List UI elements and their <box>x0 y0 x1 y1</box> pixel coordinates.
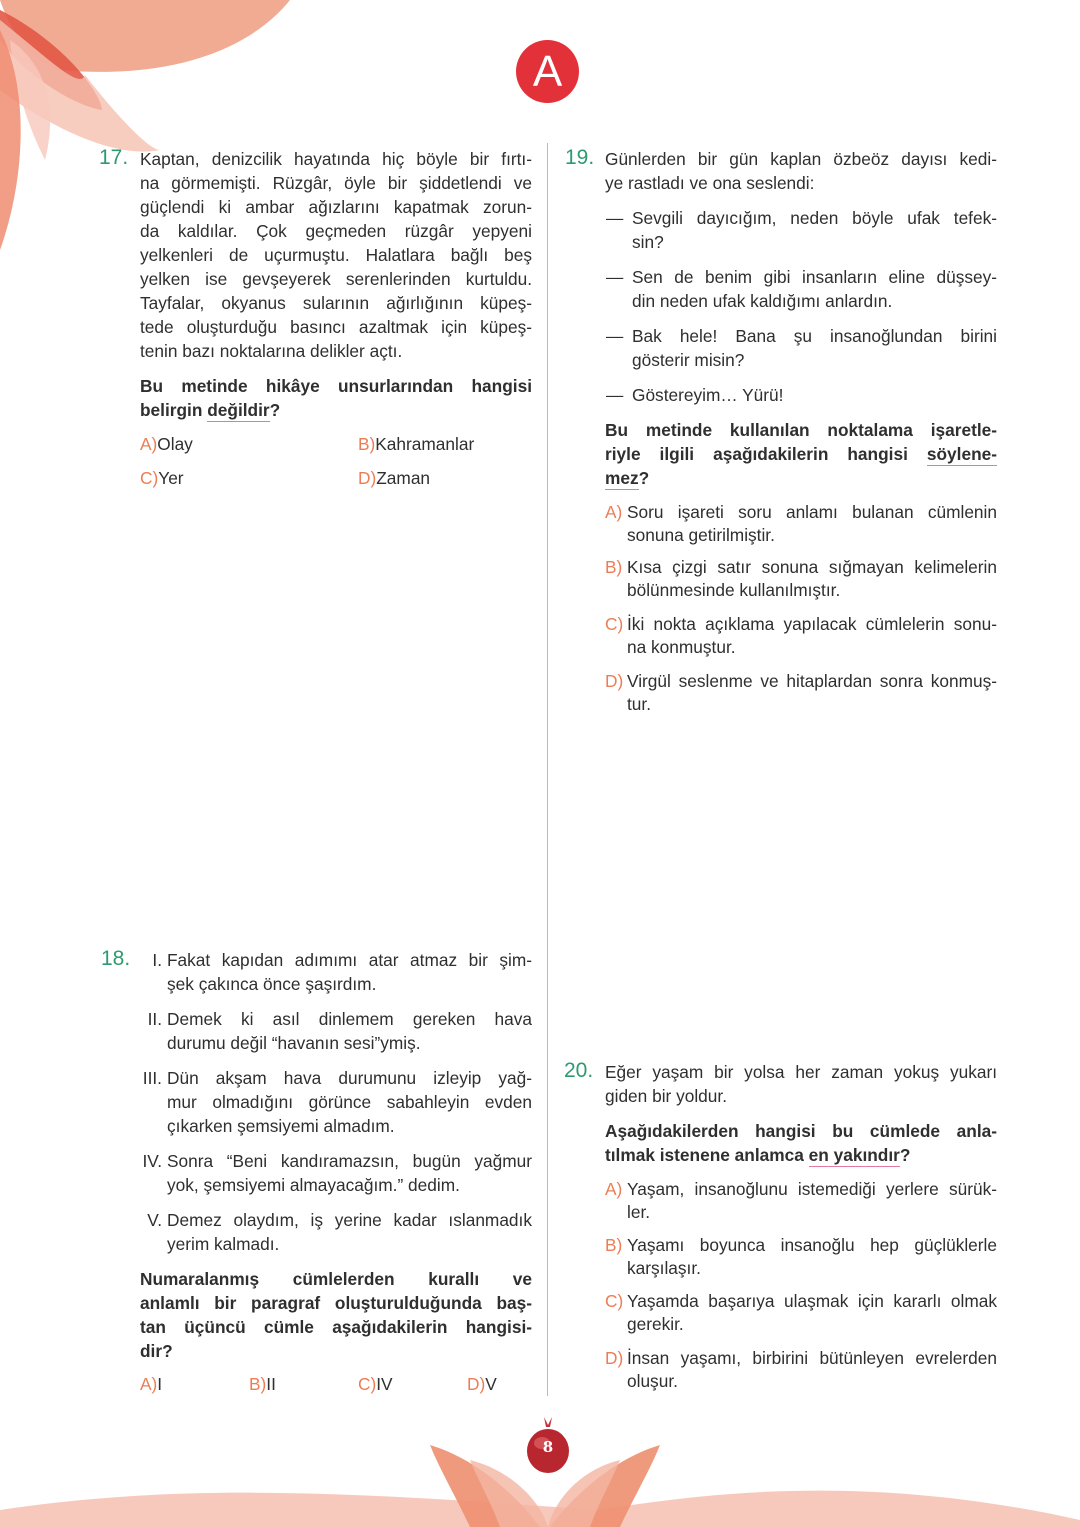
text-segment: ? <box>269 400 281 420</box>
text-line: yok, şemsiyemi almayacağım.” dedim. <box>167 1175 460 1195</box>
option-text <box>627 1347 997 1393</box>
emphasis-underline: söylene- <box>926 444 997 464</box>
dash-icon: — <box>606 208 624 228</box>
option-c[interactable]: C)IV <box>358 1374 393 1394</box>
sentence <box>167 1208 532 1256</box>
text-segment: ? <box>899 1145 911 1165</box>
text-segment: belirgin <box>140 400 208 420</box>
option-letter: D) <box>605 1348 624 1368</box>
text-line: Virgül seslenme ve hitaplardan sonra konmuş- <box>627 671 997 691</box>
text-line: gerekir. <box>627 1314 684 1334</box>
option-b[interactable] <box>605 1234 997 1280</box>
question-number: 17. <box>99 146 129 169</box>
text-line: tan üçüncü cümle aşağıdakilerin hangisi- <box>140 1317 532 1337</box>
option-letter: A) <box>605 1179 623 1199</box>
text-line <box>605 1143 997 1167</box>
text-line: yerim kalmadı. <box>167 1234 280 1254</box>
text-line: Kaptan, denizcilik hayatında hiç böyle bir fırtı- <box>140 149 532 169</box>
text-line: ye rastladı ve ona seslendi: <box>605 173 815 193</box>
q18-question <box>140 1267 532 1363</box>
text-line: İki nokta açıklama yapılacak cümlelerin sonu- <box>627 614 997 634</box>
text-line: da kaldılar. Çok geçmeden rüzgâr yepyeni <box>140 221 532 241</box>
q20-question <box>605 1119 997 1167</box>
text-segment: tılmak istenene anlamca <box>605 1145 809 1165</box>
text-line: na görmemişti. Rüzgâr, öyle bir şiddetlendi ve <box>140 173 532 193</box>
text-line: yelkenleri de uçurmuştu. Halatlara bağlı beş <box>140 245 532 265</box>
q20-passage <box>605 1060 997 1108</box>
text-line: Sonra “Beni kandıramazsın, bugün yağmur <box>167 1151 532 1171</box>
text-line <box>140 398 532 422</box>
option-letter: C) <box>605 614 624 634</box>
roman-numeral: I. <box>152 950 162 970</box>
option-letter: C) <box>605 1291 624 1311</box>
dialogue-line <box>632 265 997 313</box>
text-line: Yaşamı boyunca insanoğlu hep güçlüklerle <box>627 1235 997 1255</box>
dialogue-line <box>632 383 997 407</box>
text-line: çıkarken şemsiyemi almadım. <box>167 1116 395 1136</box>
text-line: Demez olaydım, iş yerine kadar ıslanmadık <box>167 1210 532 1230</box>
text-line: gösterir misin? <box>632 350 745 370</box>
option-d[interactable] <box>605 670 997 716</box>
emphasis-underline: en yakındır <box>808 1145 900 1165</box>
text-line: giden bir yoldur. <box>605 1086 728 1106</box>
option-a[interactable] <box>605 1178 997 1224</box>
option-b[interactable]: B)II <box>249 1374 276 1394</box>
text-line: anlamlı bir paragraf oluşturulduğunda baş- <box>140 1293 532 1313</box>
q19-question <box>605 418 997 490</box>
text-line: şek çakınca önce şaşırdım. <box>167 974 377 994</box>
q17-passage <box>140 147 532 363</box>
text-line: güçlendi ki ambar ağızlarını kapatmak zorun- <box>140 197 532 217</box>
text-line: Bu metinde hikâye unsurlarından hangisi <box>140 376 532 396</box>
dash-icon: — <box>606 385 624 405</box>
text-line: Kısa çizgi satır sonuna sığmayan kelimelerin <box>627 557 997 577</box>
dialogue-line <box>632 206 997 254</box>
text-line: İnsan yaşamı, birbirini bütünleyen evrelerden <box>627 1348 997 1368</box>
text-line: Aşağıdakilerden hangisi bu cümlede anla- <box>605 1121 997 1141</box>
text-line: dir? <box>140 1341 173 1361</box>
sentence <box>167 1149 532 1197</box>
option-text <box>627 501 997 547</box>
question-number: 20. <box>564 1059 594 1082</box>
option-b[interactable]: B)Kahramanlar <box>358 434 475 454</box>
emphasis-underline: mez <box>605 468 639 488</box>
option-a[interactable] <box>605 501 997 547</box>
text-line: Demek ki asıl dinlemem gereken hava <box>167 1009 532 1029</box>
text-line: durumu değil “havanın sesi”ymiş. <box>167 1033 421 1053</box>
text-line: Yaşam, insanoğlunu istemediği yerlere sürük- <box>627 1179 997 1199</box>
text-line: oluşur. <box>627 1371 678 1391</box>
roman-numeral: IV. <box>142 1151 162 1171</box>
text-line: Bu metinde kullanılan noktalama işaretle- <box>605 420 997 440</box>
sentence <box>167 948 532 996</box>
text-line: Fakat kapıdan adımımı atar atmaz bir şim- <box>167 950 532 970</box>
text-line: tenin bazı noktalarına delikler açtı. <box>140 341 403 361</box>
text-line: Numaralanmış cümlelerden kurallı ve <box>140 1269 532 1289</box>
option-text <box>627 613 997 659</box>
text-line: karşılaşır. <box>627 1258 701 1278</box>
option-text <box>627 670 997 716</box>
text-line: Soru işareti soru anlamı bulanan cümlenin <box>627 502 997 522</box>
option-letter: B) <box>605 557 623 577</box>
roman-numeral: III. <box>142 1068 162 1088</box>
text-line: Bak hele! Bana şu insanoğlundan birini <box>632 326 997 346</box>
dash-icon: — <box>606 326 624 346</box>
text-segment: riyle ilgili aşağıdakilerin hangisi <box>605 444 927 464</box>
text-line: Yaşamda başarıya ulaşmak için kararlı olmak <box>627 1291 997 1311</box>
text-line: ler. <box>627 1202 651 1222</box>
dash-icon: — <box>606 267 624 287</box>
option-c[interactable] <box>605 613 997 659</box>
option-a[interactable]: A)Olay <box>140 434 193 454</box>
text-line: sin? <box>632 232 664 252</box>
question-number: 19. <box>565 146 595 169</box>
option-c[interactable] <box>605 1290 997 1336</box>
option-letter: D) <box>605 671 624 691</box>
q17-question <box>140 374 532 422</box>
option-a[interactable]: A)I <box>140 1374 163 1394</box>
option-d[interactable] <box>605 1347 997 1393</box>
option-c[interactable]: C)Yer <box>140 468 184 488</box>
text-line: din neden ufak kaldığımı anlardın. <box>632 291 893 311</box>
option-letter: B) <box>605 1235 623 1255</box>
option-d[interactable]: D)V <box>467 1374 497 1394</box>
text-line: Göstereyim… Yürü! <box>632 385 784 405</box>
text-line <box>605 442 997 466</box>
text-line: Tayfalar, okyanus sularının ağırlığının küpeş- <box>140 293 532 313</box>
text-line: na konmuştur. <box>627 637 736 657</box>
text-line: mur olmadığını görünce sabahleyin evden <box>167 1092 532 1112</box>
text-line: Sen de benim gibi insanların eline düşsey- <box>632 267 997 287</box>
text-segment: ? <box>638 468 650 488</box>
text-line: yelken ise gevşeyerek serenlerinden kurtuldu. <box>140 269 532 289</box>
text-line: Dün akşam hava durumunu izleyip yağ- <box>167 1068 532 1088</box>
option-text <box>627 1290 997 1336</box>
text-line: tede oluşturduğu basıncı azaltmak için küpeş- <box>140 317 532 337</box>
text-line: Eğer yaşam bir yolsa her zaman yokuş yukarı <box>605 1062 997 1082</box>
page-number: 8 <box>542 1438 554 1456</box>
question-number: 18. <box>101 947 131 970</box>
text-line: tur. <box>627 694 652 714</box>
roman-numeral: V. <box>147 1210 162 1230</box>
option-text <box>627 556 997 602</box>
option-text <box>627 1178 997 1224</box>
emphasis-underline: değildir <box>207 400 270 420</box>
booklet-letter-badge: A <box>516 40 579 103</box>
text-line: Sevgili dayıcığım, neden böyle ufak tefek- <box>632 208 997 228</box>
text-line: Günlerden bir gün kaplan özbeöz dayısı kedi- <box>605 149 997 169</box>
sentence <box>167 1066 532 1138</box>
sentence <box>167 1007 532 1055</box>
column-divider <box>547 143 548 1396</box>
q19-passage <box>605 147 997 195</box>
option-d[interactable]: D)Zaman <box>358 468 431 488</box>
option-b[interactable] <box>605 556 997 602</box>
option-letter: A) <box>605 502 623 522</box>
text-line: bölünmesinde kullanılmıştır. <box>627 580 841 600</box>
text-line: sonuna getirilmiştir. <box>627 525 775 545</box>
option-text <box>627 1234 997 1280</box>
roman-numeral: II. <box>147 1009 162 1029</box>
dialogue-line <box>632 324 997 372</box>
text-line <box>605 466 997 490</box>
